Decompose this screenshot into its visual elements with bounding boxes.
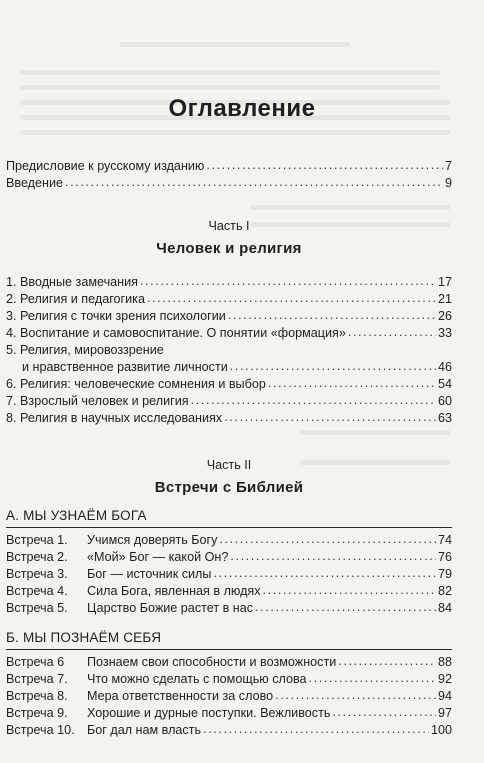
dot-leader [224, 410, 436, 427]
dot-leader [332, 705, 436, 722]
part-2-label: Часть II [206, 458, 252, 472]
toc-entry-number: Встреча 3. [6, 567, 68, 581]
toc-entry-page: 94 [437, 689, 452, 703]
section-b-heading: Б. МЫ ПОЗНАЁМ СЕБЯ [6, 630, 162, 645]
toc-entry-page: 88 [437, 655, 452, 669]
toc-entry-page: 9 [444, 176, 452, 190]
toc-entry [6, 393, 452, 410]
dot-leader [275, 688, 436, 705]
toc-entry-label: Учимся доверять Богу [87, 533, 218, 547]
section-b-divider [6, 649, 452, 650]
toc-entry-page: 21 [437, 292, 452, 306]
toc-entry-number: Встреча 1. [6, 533, 68, 547]
dot-leader [219, 532, 436, 549]
toc-entry-page: 84 [437, 601, 452, 615]
dot-leader [228, 308, 436, 325]
toc-entry-label: Предисловие к русскому изданию [6, 159, 205, 173]
part-1-label: Часть I [208, 219, 250, 233]
toc-entry-page: 74 [437, 533, 452, 547]
toc-entry-label: Что можно сделать с помощью слова [87, 672, 307, 686]
toc-entry-label-continued: и нравственное развитие личности [22, 360, 228, 374]
toc-entry-page: 82 [437, 584, 452, 598]
toc-entry [6, 532, 452, 549]
toc-entry-number: Встреча 7. [6, 672, 68, 686]
toc-entry-label: Бог — источник силы [87, 567, 212, 581]
toc-entry [6, 566, 452, 583]
dot-leader [65, 175, 443, 192]
toc-entry-label: Познаем свои способности и возможности [87, 655, 337, 669]
toc-entry [6, 671, 452, 688]
toc-entry [6, 325, 452, 342]
toc-entry-label: Религия с точки зрения психологии [20, 309, 226, 323]
toc-entry-page: 54 [437, 377, 452, 391]
dot-leader [309, 671, 436, 688]
toc-entry [6, 274, 452, 291]
toc-entry-number: Встреча 4. [6, 584, 68, 598]
toc-entry-page: 76 [437, 550, 452, 564]
toc-entry-number: 1. [6, 275, 17, 289]
toc-entry-preface [6, 158, 452, 175]
dot-leader [230, 359, 436, 376]
toc-entry-label: «Мой» Бог — какой Он? [87, 550, 229, 564]
toc-entry-page: 79 [437, 567, 452, 581]
toc-entry [6, 722, 452, 739]
toc-entry [6, 705, 452, 722]
toc-entry-number: 4. [6, 326, 17, 340]
dot-leader [255, 600, 436, 617]
dot-leader [230, 549, 436, 566]
toc-entry-number: 8. [6, 411, 17, 425]
toc-entry-page: 7 [444, 159, 452, 173]
dot-leader [206, 158, 443, 175]
toc-entry [6, 688, 452, 705]
toc-entry-label: Введение [6, 176, 64, 190]
toc-entry-number: Встреча 8. [6, 689, 68, 703]
toc-entry-number: 3. [6, 309, 17, 323]
toc-entry-page: 17 [437, 275, 452, 289]
toc-entry-label: Религия в научных исследованиях [20, 411, 223, 425]
toc-entry-page: 46 [437, 360, 452, 374]
toc-entry-page: 60 [437, 394, 452, 408]
toc-entry-number: 2. [6, 292, 17, 306]
toc-entry-label: Царство Божие растет в нас [87, 601, 254, 615]
toc-entry-number: Встреча 5. [6, 601, 68, 615]
toc-entry-label: Воспитание и самовоспитание. О понятии «формация» [20, 326, 346, 340]
toc-entry-label: Религия, мировоззрение [20, 343, 164, 357]
dot-leader [213, 566, 436, 583]
toc-entry-number: Встреча 9. [6, 706, 68, 720]
toc-entry-label: Взрослый человек и религия [20, 394, 189, 408]
toc-entry-number: 7. [6, 394, 17, 408]
toc-entry-label: Бог дал нам власть [87, 723, 202, 737]
toc-entry [6, 549, 452, 566]
toc-entry [6, 654, 452, 671]
dot-leader [140, 274, 436, 291]
dot-leader [191, 393, 436, 410]
toc-entry-label: Сила Бога, явленная в людях [87, 584, 261, 598]
toc-entry [6, 600, 452, 617]
toc-entry [6, 583, 452, 600]
dot-leader [348, 325, 436, 342]
dot-leader [203, 722, 429, 739]
toc-entry-page: 33 [437, 326, 452, 340]
toc-entry-label: Религия: человеческие сомнения и выбор [20, 377, 266, 391]
toc-entry-page: 26 [437, 309, 452, 323]
dot-leader [263, 583, 436, 600]
toc-entry [6, 410, 452, 427]
dot-leader [338, 654, 436, 671]
toc-entry-number: Встреча 10. [6, 723, 75, 737]
toc-entry-page: 63 [437, 411, 452, 425]
toc-entry [6, 376, 452, 393]
toc-entry-page: 97 [437, 706, 452, 720]
toc-entry-label: Мера ответственности за слово [87, 689, 274, 703]
section-a-divider [6, 527, 452, 528]
page-title: Оглавление [168, 95, 316, 122]
toc-entry-label: Вводные замечания [20, 275, 138, 289]
toc-entry-label: Религия и педагогика [20, 292, 145, 306]
table-of-contents [6, 158, 452, 739]
dot-leader [147, 291, 436, 308]
section-a-heading: А. МЫ УЗНАЁМ БОГА [6, 508, 147, 523]
toc-entry-number: Встреча 6 [6, 655, 65, 669]
part-2-title: Встречи с Библией [154, 479, 304, 496]
part-1-title: Человек и религия [156, 240, 302, 257]
toc-entry [6, 308, 452, 325]
dot-leader [268, 376, 436, 393]
toc-entry-introduction [6, 175, 452, 192]
toc-entry-number: 5. [6, 343, 17, 357]
toc-entry [6, 342, 452, 376]
toc-entry-number: 6. [6, 377, 17, 391]
toc-entry-page: 92 [437, 672, 452, 686]
toc-entry-number: Встреча 2. [6, 550, 68, 564]
toc-entry-label: Хорошие и дурные поступки. Вежливость [87, 706, 331, 720]
toc-entry-page: 100 [430, 723, 452, 737]
toc-entry [6, 291, 452, 308]
